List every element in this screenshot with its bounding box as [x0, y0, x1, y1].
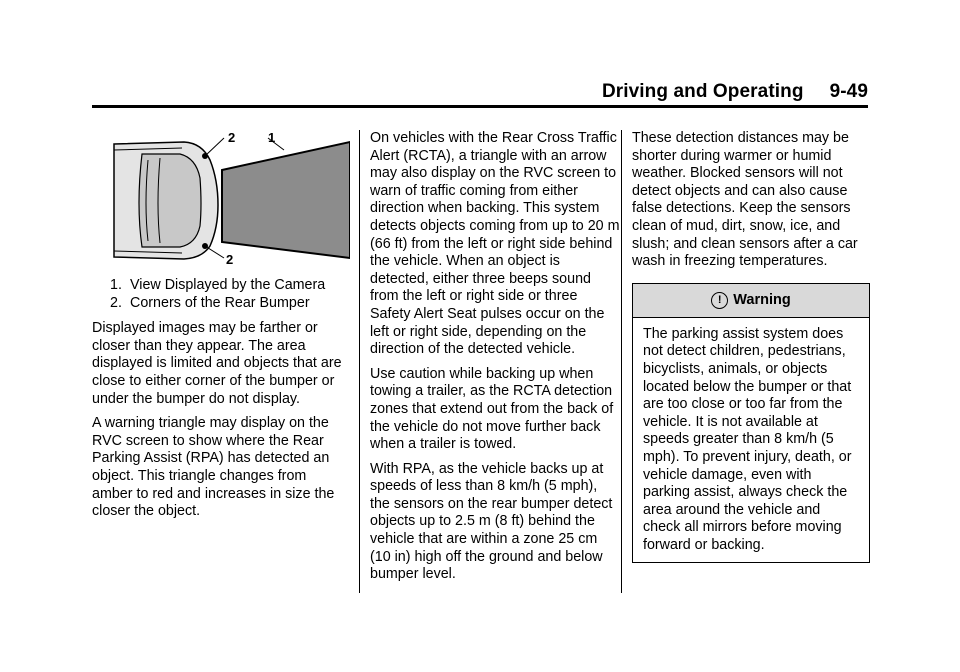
legend-item: 2. Corners of the Rear Bumper — [110, 294, 310, 311]
warning-body: The parking assist system does not detect children, pedestrians, bicyclists, animals, or objects located below the bumper or that are too close or too far from the vehicle. It is not available at speeds greater than 8 km/h (5 mph). To prevent injury, death, or vehicle damage, even with parking assist, always check the area around the vehicle and check all mirrors before moving forward or backing. — [643, 325, 852, 553]
page-number: 9-49 — [829, 81, 868, 102]
paragraph: A warning triangle may display on the RVC screen to show where the Rear Parking Assist (RPA) has detected an object. This triangle changes from amber to red and increases in size the closer the object. — [92, 415, 335, 520]
rear-camera-figure — [92, 130, 350, 265]
column-divider — [359, 130, 360, 593]
paragraph: These detection distances may be shorter during warmer or humid weather. Blocked sensors will not detect objects and can also cause false detections. Keep the sensors clean of mud, dirt, snow, ice, and slush; and clean sensors after a car wash in freezing temperatures. — [632, 130, 858, 270]
section-title: Driving and Operating — [601, 81, 804, 102]
column-2 — [370, 130, 620, 591]
paragraph: Displayed images may be farther or closer than they appear. The area displayed is limited and objects that are close to either corner of the bumper or under the bumper do not display. — [92, 320, 342, 407]
header-rule — [92, 105, 868, 108]
column-3 — [632, 130, 870, 563]
column-1 — [92, 130, 350, 528]
legend-item: 1. View Displayed by the Camera — [110, 277, 326, 293]
paragraph: On vehicles with the Rear Cross Traffic Alert (RCTA), a triangle with an arrow may also display on the RVC screen to warn of traffic coming from either direction when backing. This system detects objects coming from up to 20 m (66 ft) from the left or right side behind the vehicle. When an object is detected, either three beeps sound from the left or right side or three Safety Alert Seat pulses occur on the left or right side, depending on the direction of the detected vehicle. — [370, 130, 620, 358]
column-divider — [621, 130, 622, 593]
warning-title: Warning — [733, 291, 791, 308]
rear-window — [139, 154, 201, 247]
vehicle-camera-view-illustration — [92, 130, 350, 265]
warning-box — [632, 283, 870, 564]
callout-1: 1 — [268, 130, 276, 145]
warning-header — [633, 284, 869, 318]
figure-legend — [92, 277, 350, 312]
paragraph: Use caution while backing up when towing a trailer, as the RCTA detection zones that extend out from the back of the vehicle do not move further back when a trailer is towed. — [370, 365, 614, 453]
page-header — [602, 81, 868, 103]
camera-view-area — [222, 142, 350, 258]
callout-2-bottom: 2 — [226, 252, 234, 265]
callout-2-top: 2 — [228, 130, 236, 145]
paragraph: With RPA, as the vehicle backs up at speeds of less than 8 km/h (5 mph), the sensors on the rear bumper detect objects up to 2.5 m (8 ft) behind the vehicle that are within a zone 25 cm (10 in) high off the ground and below bumper level. — [370, 460, 613, 583]
warning-circle-icon: ! — [711, 292, 728, 309]
